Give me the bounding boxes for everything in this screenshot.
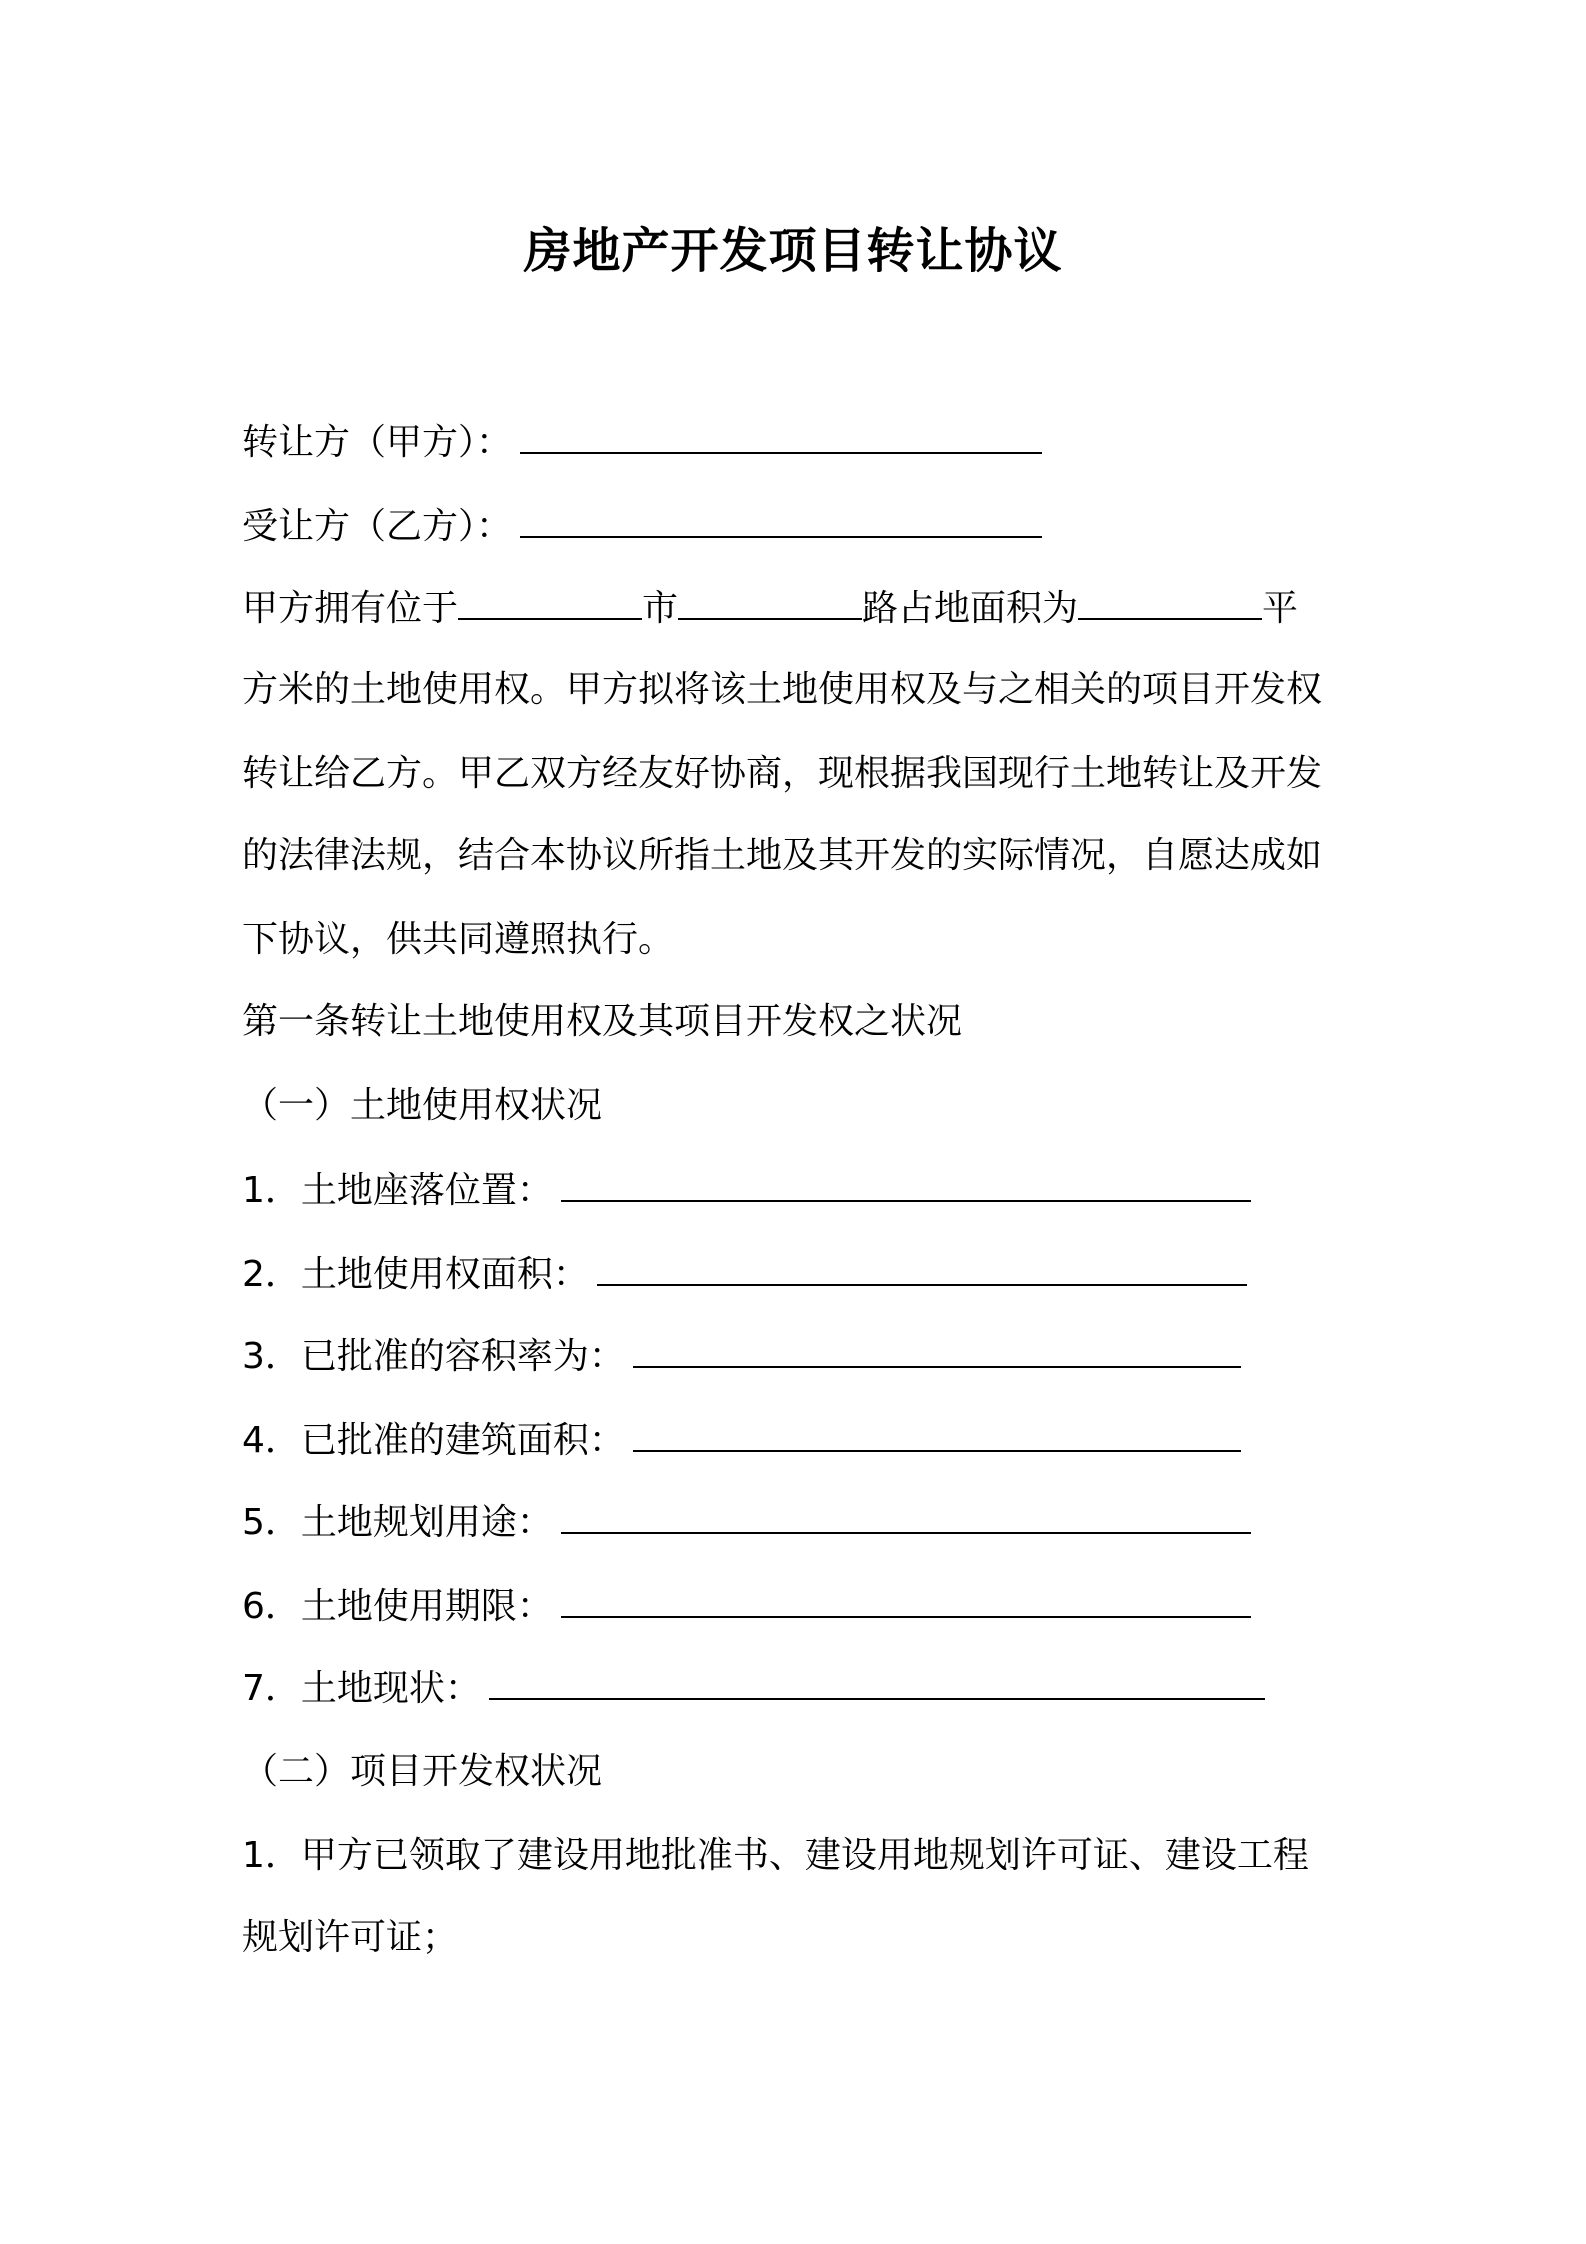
land-item-6 (242, 1582, 1251, 1631)
intro-line-4: 的法律法规，结合本协议所指土地及其开发的实际情况，自愿达成如 (242, 835, 1323, 876)
land-item-blank[interactable] (561, 1166, 1251, 1202)
transferee-line (242, 502, 1042, 551)
land-item-blank[interactable] (561, 1498, 1251, 1534)
transferee-label: 受让方（乙方）： (242, 506, 513, 547)
document-title: 房地产开发项目转让协议 (523, 223, 1063, 279)
intro-line-2: 方米的土地使用权。甲方拟将该土地使用权及与之相关的项目开发权 (242, 669, 1323, 710)
land-item-3 (242, 1332, 1241, 1381)
land-item-2 (242, 1250, 1247, 1299)
transferee-blank[interactable] (520, 502, 1042, 538)
intro-part4: 平 (1262, 588, 1299, 629)
intro-part1: 甲方拥有位于 (242, 588, 459, 629)
land-item-label: 1．土地座落位置： (242, 1170, 553, 1211)
transferor-line (242, 418, 1042, 467)
land-item-label: 6．土地使用期限： (242, 1586, 553, 1627)
land-item-label: 5．土地规划用途： (242, 1502, 553, 1543)
transferor-label: 转让方（甲方）： (242, 422, 513, 463)
land-item-5 (242, 1498, 1251, 1547)
land-item-blank[interactable] (489, 1664, 1265, 1700)
article1-heading: 第一条转让土地使用权及其项目开发权之状况 (242, 1001, 963, 1042)
land-item-label: 7．土地现状： (242, 1668, 481, 1709)
section2-heading: （二）项目开发权状况 (242, 1751, 603, 1792)
land-item-blank[interactable] (597, 1250, 1247, 1286)
land-item-blank[interactable] (633, 1416, 1241, 1452)
intro-part2: 市 (642, 588, 679, 629)
land-item-label: 4．已批准的建筑面积： (242, 1420, 625, 1461)
intro-part3: 路占地面积为 (862, 588, 1079, 629)
land-item-4 (242, 1416, 1241, 1465)
land-item-label: 3．已批准的容积率为： (242, 1336, 625, 1377)
intro-line-1 (242, 584, 1298, 633)
land-item-label: 2．土地使用权面积： (242, 1254, 589, 1295)
dev-item-1-line-1: 1．甲方已领取了建设用地批准书、建设用地规划许可证、建设工程 (242, 1835, 1309, 1876)
transferor-blank[interactable] (520, 418, 1042, 454)
land-item-7 (242, 1664, 1265, 1713)
intro-line-5: 下协议，供共同遵照执行。 (242, 919, 675, 960)
intro-area-blank[interactable] (1078, 584, 1262, 620)
land-item-blank[interactable] (633, 1332, 1241, 1368)
intro-location-blank[interactable] (458, 584, 642, 620)
intro-road-blank[interactable] (678, 584, 862, 620)
section1-heading: （一）土地使用权状况 (242, 1085, 603, 1126)
dev-item-1-line-2: 规划许可证； (242, 1917, 459, 1958)
intro-line-3: 转让给乙方。甲乙双方经友好协商，现根据我国现行土地转让及开发 (242, 753, 1323, 794)
land-item-1 (242, 1166, 1251, 1215)
land-item-blank[interactable] (561, 1582, 1251, 1618)
